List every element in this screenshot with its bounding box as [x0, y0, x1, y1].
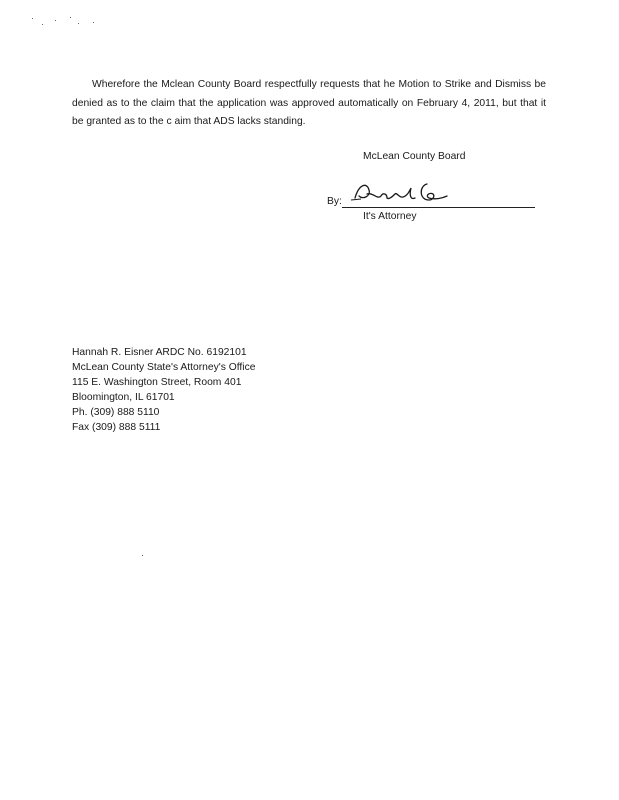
signature-row: [327, 180, 537, 210]
scan-specks: [30, 14, 110, 34]
handwritten-signature: [349, 180, 459, 210]
contact-line: McLean County State's Attorney's Office: [72, 362, 256, 373]
signature-line: [342, 207, 535, 208]
contact-line: Bloomington, IL 61701: [72, 392, 175, 403]
contact-line: 115 E. Washington Street, Room 401: [72, 377, 242, 388]
contact-line: Fax (309) 888 5111: [72, 422, 161, 433]
party-name: McLean County Board: [363, 151, 466, 162]
scan-speck: [142, 555, 143, 556]
contact-line: Ph. (309) 888 5110: [72, 407, 160, 418]
by-label: By:: [327, 196, 342, 207]
contact-block: [72, 345, 255, 435]
closing-paragraph: Wherefore the Mclean County Board respectfully requests that he Motion to Strike and Dismiss be denied as to the claim that the application was approved automatically on February 4, 2011, but that it be granted as to the c aim that ADS lacks standing.: [72, 79, 546, 127]
contact-line: Hannah R. Eisner ARDC No. 6192101: [72, 347, 247, 358]
attorney-role: It's Attorney: [363, 211, 417, 222]
